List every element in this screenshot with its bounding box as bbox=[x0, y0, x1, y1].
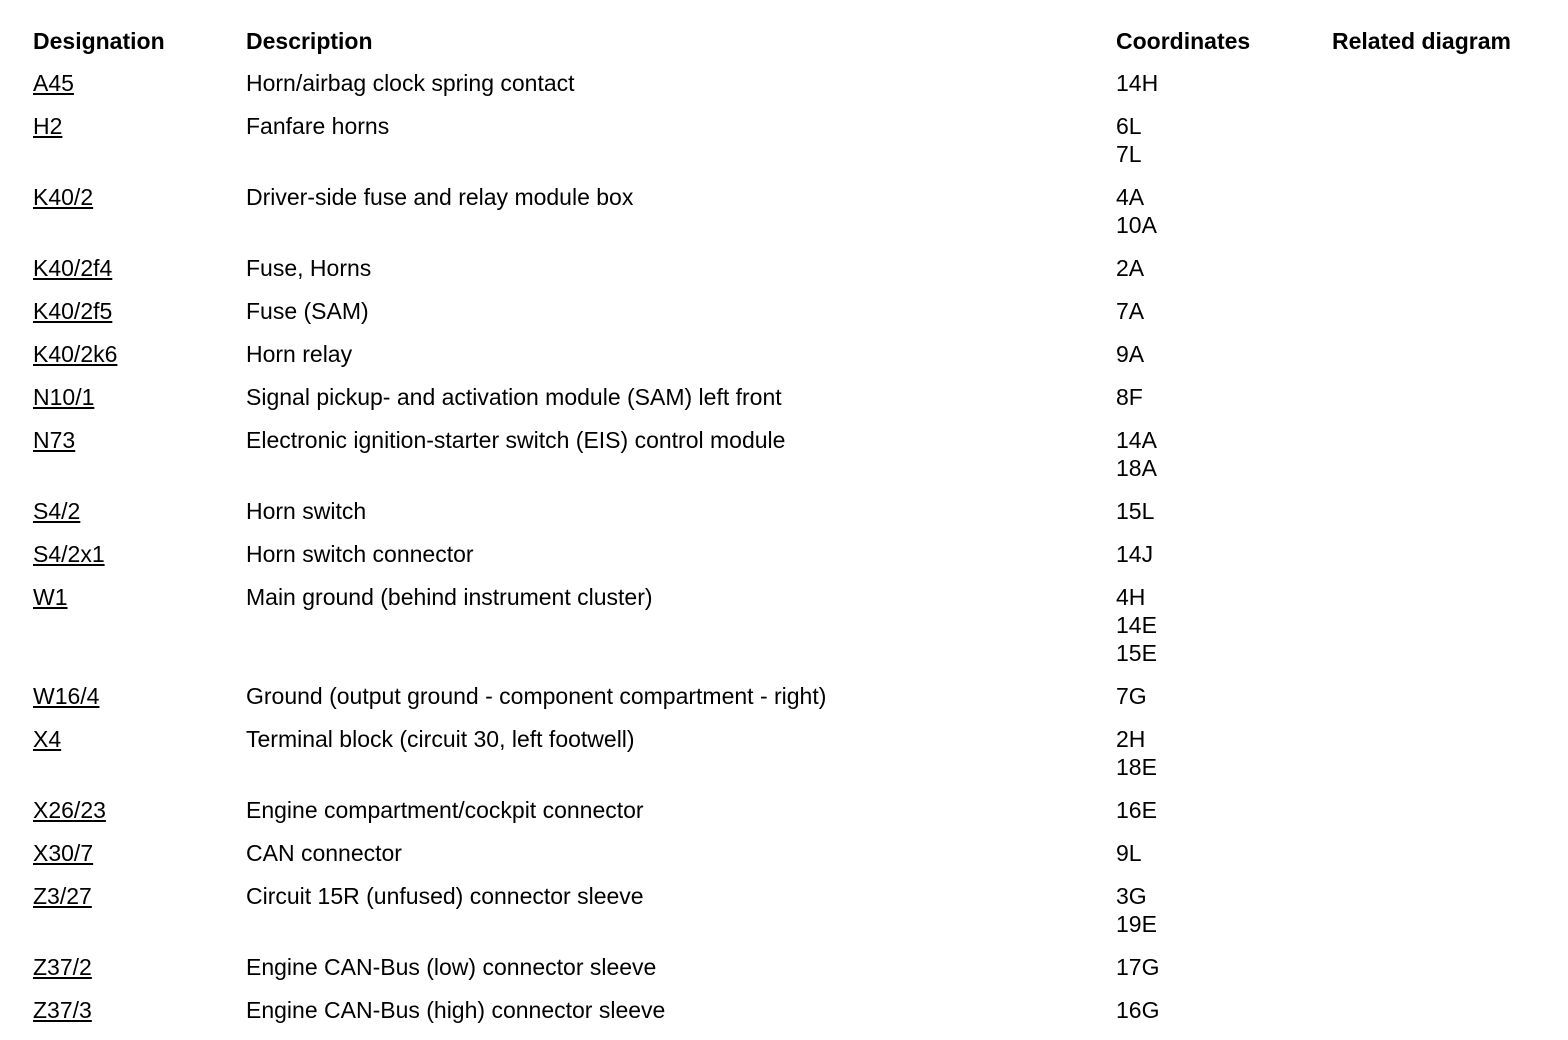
table-row bbox=[33, 297, 1553, 340]
table-row bbox=[33, 682, 1553, 725]
coordinate-value: 7A bbox=[1116, 298, 1145, 324]
coordinates-cell bbox=[1116, 383, 1332, 411]
header-designation: Designation bbox=[33, 28, 165, 54]
designation-link[interactable]: K40/2f5 bbox=[33, 298, 113, 324]
description-cell: Engine compartment/cockpit connector bbox=[246, 797, 644, 823]
table-row bbox=[33, 953, 1553, 996]
designation-cell bbox=[33, 682, 246, 710]
table-row bbox=[33, 540, 1553, 583]
description-cell: Fanfare horns bbox=[246, 113, 390, 139]
designation-link[interactable]: Z3/27 bbox=[33, 883, 92, 909]
table-row bbox=[33, 183, 1553, 254]
coordinate-value: 19E bbox=[1116, 911, 1157, 937]
designation-cell bbox=[33, 882, 246, 910]
coordinate-value: 8F bbox=[1116, 384, 1143, 410]
description-cell: Engine CAN-Bus (low) connector sleeve bbox=[246, 954, 657, 980]
designation-link[interactable]: K40/2k6 bbox=[33, 341, 118, 367]
designation-link[interactable]: N73 bbox=[33, 427, 76, 453]
coordinate-value: 7L bbox=[1116, 141, 1142, 167]
coordinate-value: 7G bbox=[1116, 683, 1147, 709]
description-cell: Terminal block (circuit 30, left footwell) bbox=[246, 726, 635, 752]
coordinate-value: 14A bbox=[1116, 427, 1157, 453]
designation-link[interactable]: X4 bbox=[33, 726, 62, 752]
description-cell: Engine CAN-Bus (high) connector sleeve bbox=[246, 997, 666, 1023]
designation-link[interactable]: X30/7 bbox=[33, 840, 94, 866]
coordinates-cell bbox=[1116, 953, 1332, 981]
header-related-diagram: Related diagram bbox=[1332, 28, 1511, 54]
description-cell: Ground (output ground - component compartment - right) bbox=[246, 683, 827, 709]
designation-cell bbox=[33, 540, 246, 568]
designation-link[interactable]: Z37/2 bbox=[33, 954, 92, 980]
designation-link[interactable]: S4/2 bbox=[33, 498, 81, 524]
designation-cell bbox=[33, 340, 246, 368]
coordinates-cell bbox=[1116, 112, 1332, 168]
coordinate-value: 10A bbox=[1116, 212, 1157, 238]
table-row bbox=[33, 583, 1553, 682]
header-description: Description bbox=[246, 28, 373, 54]
designation-cell bbox=[33, 254, 246, 282]
description-cell: Main ground (behind instrument cluster) bbox=[246, 584, 653, 610]
coordinates-cell bbox=[1116, 69, 1332, 97]
coordinate-value: 9A bbox=[1116, 341, 1145, 367]
designation-cell bbox=[33, 725, 246, 753]
description-cell: Fuse, Horns bbox=[246, 255, 372, 281]
coordinate-value: 2A bbox=[1116, 255, 1145, 281]
designation-cell bbox=[33, 183, 246, 211]
designation-cell bbox=[33, 996, 246, 1024]
table-row bbox=[33, 839, 1553, 882]
table-row bbox=[33, 796, 1553, 839]
designation-link[interactable]: N10/1 bbox=[33, 384, 95, 410]
designation-link[interactable]: S4/2x1 bbox=[33, 541, 105, 567]
designation-link[interactable]: K40/2 bbox=[33, 184, 94, 210]
table-row bbox=[33, 497, 1553, 540]
description-cell: Horn/airbag clock spring contact bbox=[246, 70, 575, 96]
coordinate-value: 14J bbox=[1116, 541, 1154, 567]
designation-cell bbox=[33, 383, 246, 411]
coordinates-cell bbox=[1116, 297, 1332, 325]
table-row bbox=[33, 996, 1553, 1039]
coordinate-value: 4A bbox=[1116, 184, 1145, 210]
header-row bbox=[33, 27, 1553, 69]
coordinates-cell bbox=[1116, 725, 1332, 781]
table-row bbox=[33, 882, 1553, 953]
table-row bbox=[33, 725, 1553, 796]
designation-cell bbox=[33, 839, 246, 867]
designation-cell bbox=[33, 796, 246, 824]
designation-cell bbox=[33, 953, 246, 981]
coordinate-value: 4H bbox=[1116, 584, 1146, 610]
designation-cell bbox=[33, 297, 246, 325]
description-cell: CAN connector bbox=[246, 840, 402, 866]
table-row bbox=[33, 383, 1553, 426]
coordinates-cell bbox=[1116, 882, 1332, 938]
component-legend-table bbox=[33, 27, 1553, 1039]
description-cell: Horn relay bbox=[246, 341, 353, 367]
coordinate-value: 17G bbox=[1116, 954, 1160, 980]
designation-link[interactable]: X26/23 bbox=[33, 797, 106, 823]
designation-cell bbox=[33, 69, 246, 97]
coordinate-value: 18E bbox=[1116, 754, 1157, 780]
coordinate-value: 2H bbox=[1116, 726, 1146, 752]
coordinates-cell bbox=[1116, 497, 1332, 525]
description-cell: Circuit 15R (unfused) connector sleeve bbox=[246, 883, 644, 909]
table-row bbox=[33, 426, 1553, 497]
description-cell: Driver-side fuse and relay module box bbox=[246, 184, 634, 210]
coordinate-value: 9L bbox=[1116, 840, 1142, 866]
header-coordinates: Coordinates bbox=[1116, 28, 1251, 54]
coordinates-cell bbox=[1116, 254, 1332, 282]
table-body bbox=[33, 69, 1553, 1039]
table-row bbox=[33, 254, 1553, 297]
coordinates-cell bbox=[1116, 839, 1332, 867]
table-row bbox=[33, 340, 1553, 383]
designation-link[interactable]: K40/2f4 bbox=[33, 255, 113, 281]
coordinate-value: 14H bbox=[1116, 70, 1159, 96]
description-cell: Horn switch connector bbox=[246, 541, 474, 567]
coordinate-value: 15E bbox=[1116, 640, 1157, 666]
designation-link[interactable]: W1 bbox=[33, 584, 68, 610]
coordinate-value: 16E bbox=[1116, 797, 1157, 823]
designation-cell bbox=[33, 426, 246, 454]
designation-link[interactable]: Z37/3 bbox=[33, 997, 92, 1023]
coordinate-value: 14E bbox=[1116, 612, 1157, 638]
coordinates-cell bbox=[1116, 996, 1332, 1024]
coordinates-cell bbox=[1116, 682, 1332, 710]
table-row bbox=[33, 112, 1553, 183]
coordinate-value: 3G bbox=[1116, 883, 1147, 909]
designation-cell bbox=[33, 583, 246, 611]
designation-link[interactable]: A45 bbox=[33, 70, 74, 96]
coordinates-cell bbox=[1116, 183, 1332, 239]
coordinate-value: 6L bbox=[1116, 113, 1142, 139]
designation-cell bbox=[33, 112, 246, 140]
designation-link[interactable]: W16/4 bbox=[33, 683, 100, 709]
description-cell: Signal pickup- and activation module (SAM) left front bbox=[246, 384, 782, 410]
designation-cell bbox=[33, 497, 246, 525]
coordinates-cell bbox=[1116, 426, 1332, 482]
coordinates-cell bbox=[1116, 540, 1332, 568]
coordinates-cell bbox=[1116, 796, 1332, 824]
table-row bbox=[33, 69, 1553, 112]
coordinates-cell bbox=[1116, 583, 1332, 667]
coordinates-cell bbox=[1116, 340, 1332, 368]
description-cell: Fuse (SAM) bbox=[246, 298, 369, 324]
coordinate-value: 16G bbox=[1116, 997, 1160, 1023]
designation-link[interactable]: H2 bbox=[33, 113, 63, 139]
coordinate-value: 15L bbox=[1116, 498, 1155, 524]
description-cell: Horn switch bbox=[246, 498, 367, 524]
description-cell: Electronic ignition-starter switch (EIS) control module bbox=[246, 427, 786, 453]
coordinate-value: 18A bbox=[1116, 455, 1157, 481]
